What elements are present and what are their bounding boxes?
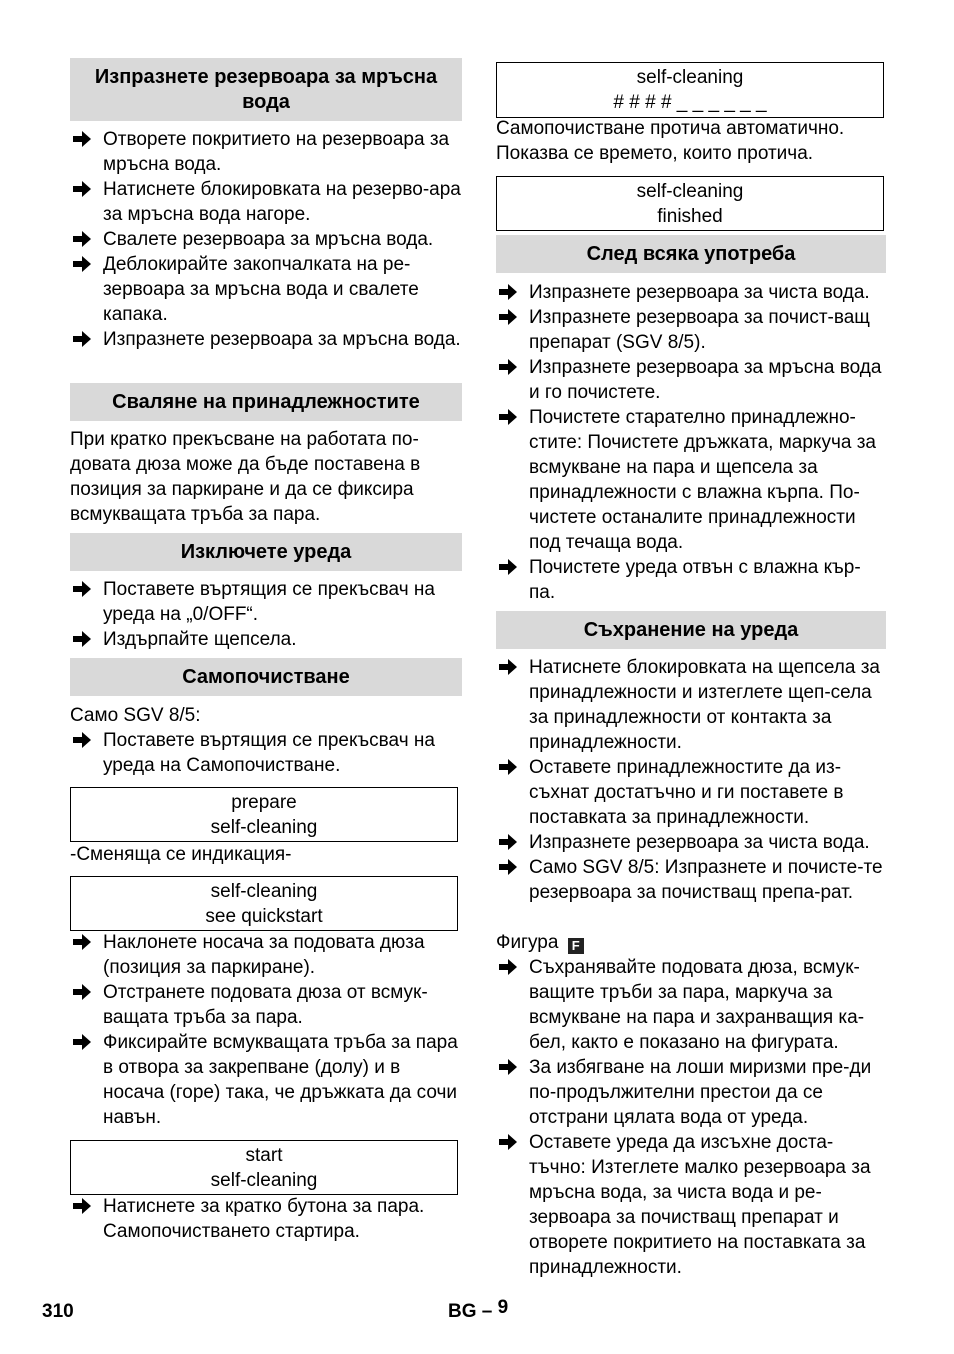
footer-section-label: BG – 9	[448, 1297, 509, 1322]
list-item: Натиснете за кратко бутона за пара. Самопочистването стартира.	[70, 1194, 462, 1244]
arrow-right-icon	[499, 858, 517, 876]
list-item: Наклонете носача за подовата дюза (позиция за паркиране).	[70, 930, 462, 980]
arrow-right-icon	[73, 1033, 91, 1051]
arrow-right-icon	[73, 731, 91, 749]
arrow-right-icon	[73, 330, 91, 348]
display-box: prepare self-cleaning	[70, 787, 458, 842]
arrow-right-icon	[499, 958, 517, 976]
arrow-right-icon	[73, 933, 91, 951]
arrow-right-icon	[73, 180, 91, 198]
arrow-right-icon	[73, 630, 91, 648]
section-heading-remove-accessories: Сваляне на принадлежностите	[70, 383, 462, 421]
arrow-right-icon	[499, 358, 517, 376]
list-item: Натиснете блокировката на резерво-ара за мръсна вода нагоре.	[70, 177, 462, 227]
list-item: Изпразнете резервоара за мръсна вода.	[70, 327, 462, 352]
list-item: Оставете уреда да изсъхне доста-тъчно: Изтеглете малко резервоара за мръсна вода, за чиста вода и ре-зервоара за почистващ препарат и отворете покритието на поставката за принадлежности.	[496, 1130, 886, 1280]
display-box: start self-cleaning	[70, 1140, 458, 1195]
arrow-right-icon	[499, 283, 517, 301]
display-box: self-cleaning see quickstart	[70, 876, 458, 931]
display-box: self-cleaning # # # # _ _ _ _ _ _	[496, 62, 884, 118]
arrow-right-icon	[73, 255, 91, 273]
list-item: Изпразнете резервоара за почист-ващ препарат (SGV 8/5).	[496, 305, 886, 355]
figure-reference: Фигура F	[496, 930, 886, 955]
list-item: Фиксирайте всмукващата тръба за пара в отвора за закрепване (долу) и в носача (горе) така, че дръжката да сочи навън.	[70, 1030, 462, 1130]
section-heading-self-cleaning: Самопочистване	[70, 658, 462, 696]
display-box: self-cleaning finished	[496, 176, 884, 231]
section-heading-storage: Съхранение на уреда	[496, 611, 886, 649]
list-item: Почистете уреда отвън с влажна кър-па.	[496, 555, 886, 605]
list-item: Отворете покритието на резервоара за мръсна вода.	[70, 127, 462, 177]
arrow-right-icon	[73, 580, 91, 598]
paragraph: Самопочистване протича автоматично. Показва се времето, които протича.	[496, 118, 845, 164]
list-item: Изпразнете резервоара за мръсна вода и го почистете.	[496, 355, 886, 405]
arrow-right-icon	[73, 230, 91, 248]
arrow-right-icon	[73, 1197, 91, 1215]
arrow-right-icon	[73, 983, 91, 1001]
figure-letter-icon: F	[568, 938, 584, 954]
section-heading-empty-dirty-tank: Изпразнете резервоара за мръсна вода	[70, 58, 462, 121]
list-item: Издърпайте щепсела.	[70, 627, 462, 652]
list-item: Натиснете блокировката на щепсела за принадлежности и изтеглете щеп-села за принадлежности от контакта за принадлежности.	[496, 655, 886, 755]
list-item: Изпразнете резервоара за чиста вода.	[496, 280, 886, 305]
list-item: Поставете въртящия се прекъсвач на уреда на Самопочистване.	[70, 728, 462, 778]
arrow-right-icon	[499, 308, 517, 326]
list-item: Деблокирайте закопчалката на ре-зервоара за мръсна вода и свалете капака.	[70, 252, 462, 327]
arrow-right-icon	[499, 658, 517, 676]
list-item: Поставете въртящия се прекъсвач на уреда на „0/OFF“.	[70, 577, 462, 627]
paragraph: Само SGV 8/5:	[70, 705, 201, 726]
list-item: Оставете принадлежностите да из-съхнат достатъчно и ги поставете в поставката за принадлежности.	[496, 755, 886, 830]
arrow-right-icon	[73, 130, 91, 148]
list-item: Изпразнете резервоара за чиста вода.	[496, 830, 886, 855]
arrow-right-icon	[499, 1133, 517, 1151]
paragraph: При кратко прекъсване на работата по-довата дюза може да бъде поставена в позиция за паркиране и да се фиксира всмукващата тръба за пара.	[70, 429, 421, 525]
changing-indication-text: -Сменяща се индикация-	[70, 844, 292, 865]
arrow-right-icon	[499, 758, 517, 776]
arrow-right-icon	[499, 408, 517, 426]
list-item: Само SGV 8/5: Изпразнете и почисте-те резервоара за почистващ препа-рат.	[496, 855, 886, 905]
list-item: Свалете резервоара за мръсна вода.	[70, 227, 462, 252]
section-heading-after-use: След всяка употреба	[496, 235, 886, 273]
arrow-right-icon	[499, 1058, 517, 1076]
list-item: Съхранявайте подовата дюза, всмук-ващите тръби за пара, маркуча за всмукване на пара и захранващия ка-бел, както е показано на фигурата.	[496, 955, 886, 1055]
arrow-right-icon	[499, 833, 517, 851]
list-item: За избягване на лоши миризми пре-ди по-продължителни престои да се отстрани цялата вода от уреда.	[496, 1055, 886, 1130]
list-item: Почистете старателно принадлежно-стите: Почистете дръжката, маркуча за всмукване на пара и щепсела за принадлежности с влажна кърпа. По-чистете останалите принадлежности под течаща вода.	[496, 405, 886, 555]
section-heading-switch-off: Изключете уреда	[70, 533, 462, 571]
list-item: Отстранете подовата дюза от всмук-ващата тръба за пара.	[70, 980, 462, 1030]
arrow-right-icon	[499, 558, 517, 576]
page-number: 310	[42, 1301, 74, 1322]
